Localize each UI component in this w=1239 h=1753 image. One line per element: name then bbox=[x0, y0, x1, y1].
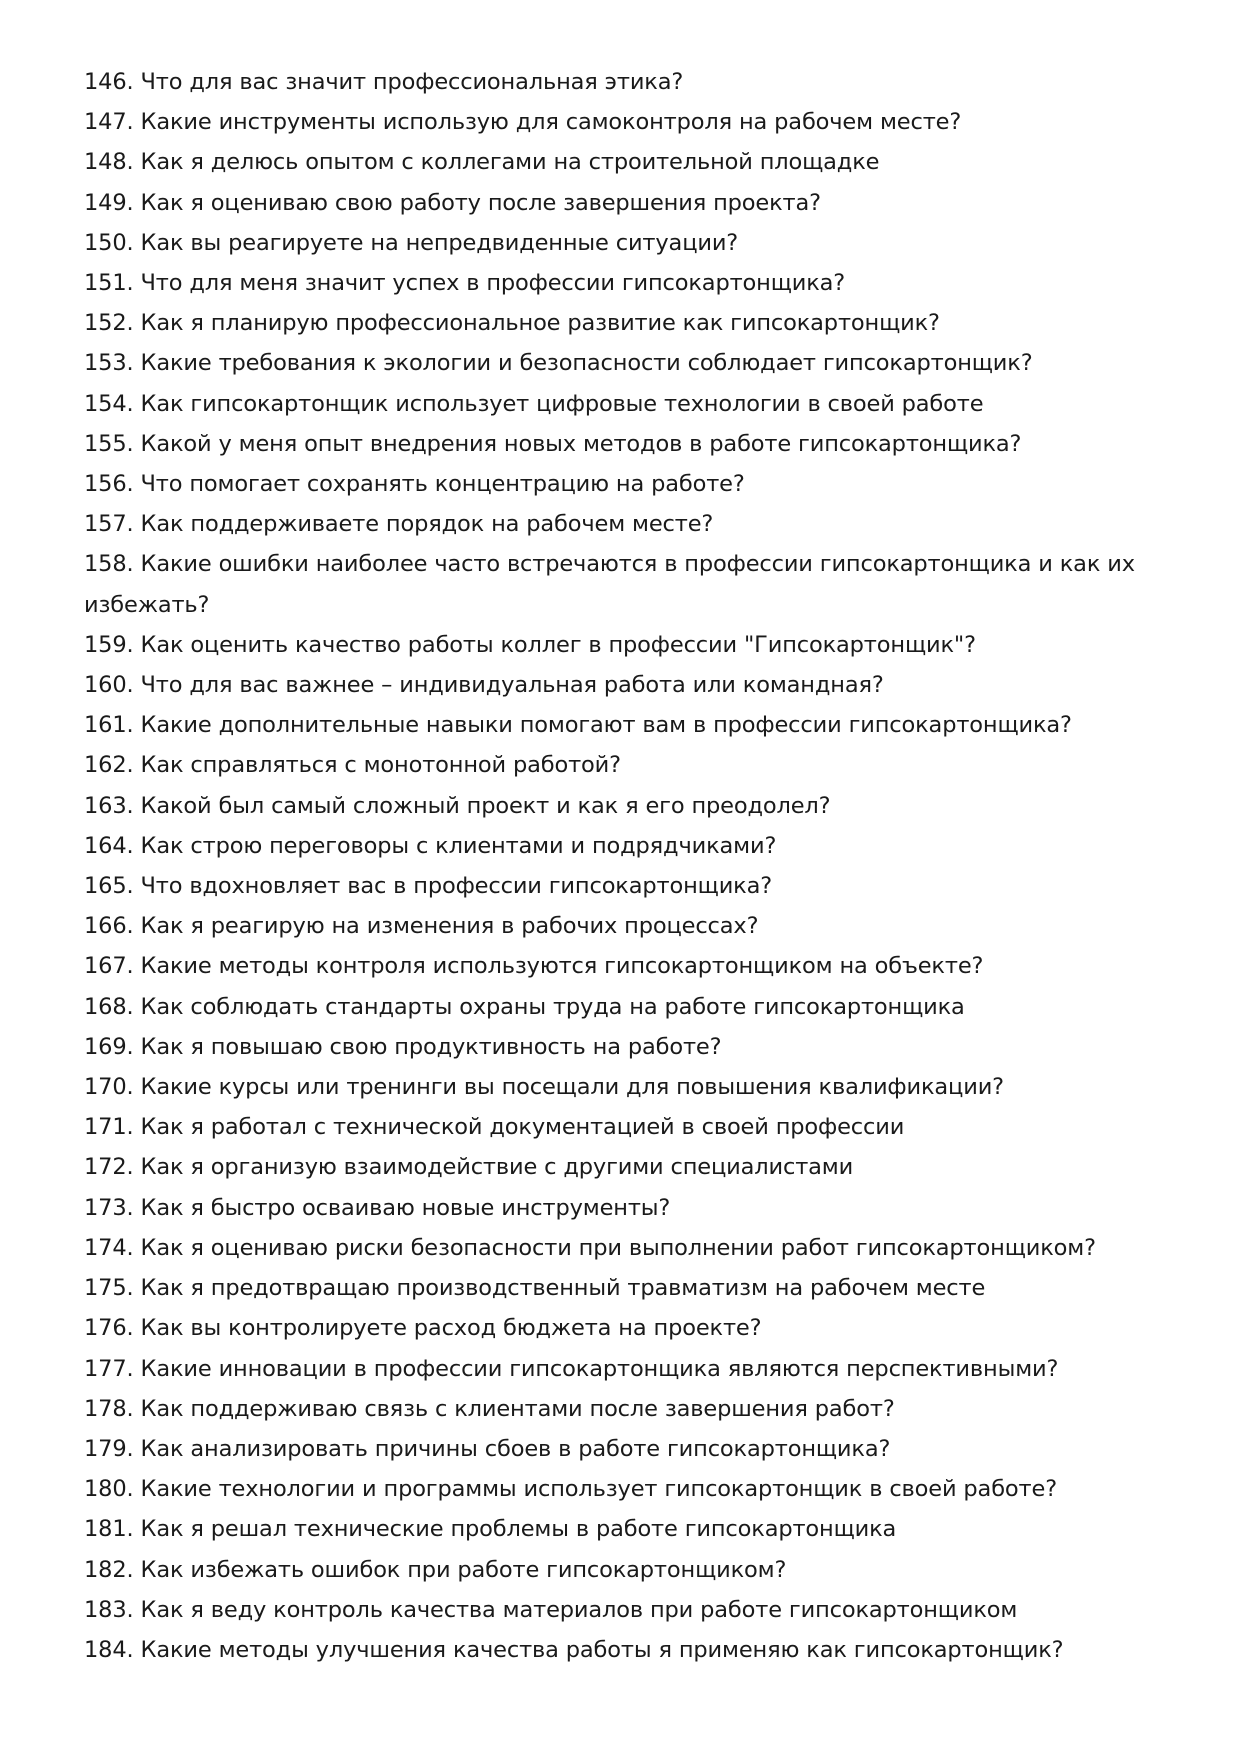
question-item: 151. Что для меня значит успех в профессии гипсокартонщика? bbox=[84, 270, 846, 297]
question-item: 147. Какие инструменты использую для самоконтроля на рабочем месте? bbox=[84, 109, 962, 136]
question-item: 165. Что вдохновляет вас в профессии гипсокартонщика? bbox=[84, 873, 773, 900]
question-item: 164. Как строю переговоры с клиентами и подрядчиками? bbox=[84, 832, 777, 859]
question-item: 155. Какой у меня опыт внедрения новых методов в работе гипсокартонщика? bbox=[84, 430, 1022, 457]
question-item: 160. Что для вас важнее – индивидуальная работа или командная? bbox=[84, 672, 884, 699]
question-item: 173. Как я быстро осваиваю новые инструменты? bbox=[84, 1194, 671, 1221]
question-item: 177. Какие инновации в профессии гипсокартонщика являются перспективными? bbox=[84, 1355, 1059, 1382]
question-item: 184. Какие методы улучшения качества работы я применяю как гипсокартонщик? bbox=[84, 1636, 1064, 1663]
question-list bbox=[84, 62, 1159, 1670]
question-item: 170. Какие курсы или тренинги вы посещали для повышения квалификации? bbox=[84, 1074, 1004, 1101]
question-item: 156. Что помогает сохранять концентрацию на работе? bbox=[84, 471, 745, 498]
question-item: 162. Как справляться с монотонной работой? bbox=[84, 752, 621, 779]
question-item: 171. Как я работал с технической документацией в своей профессии bbox=[84, 1114, 905, 1141]
question-item: 175. Как я предотвращаю производственный травматизм на рабочем месте bbox=[84, 1275, 986, 1302]
question-item: 169. Как я повышаю свою продуктивность на работе? bbox=[84, 1033, 722, 1060]
question-item: 158. Какие ошибки наиболее часто встречаются в профессии гипсокартонщика и как их избежать? bbox=[84, 551, 1135, 618]
question-item: 163. Какой был самый сложный проект и как я его преодолел? bbox=[84, 792, 831, 819]
question-item: 150. Как вы реагируете на непредвиденные ситуации? bbox=[84, 229, 739, 256]
question-item: 179. Как анализировать причины сбоев в работе гипсокартонщика? bbox=[84, 1435, 891, 1462]
question-item: 174. Как я оцениваю риски безопасности при выполнении работ гипсокартонщиком? bbox=[84, 1234, 1096, 1261]
question-item: 157. Как поддерживаете порядок на рабочем месте? bbox=[84, 511, 714, 538]
question-item: 153. Какие требования к экологии и безопасности соблюдает гипсокартонщик? bbox=[84, 350, 1033, 377]
question-item: 149. Как я оцениваю свою работу после завершения проекта? bbox=[84, 189, 821, 216]
question-item: 146. Что для вас значит профессиональная этика? bbox=[84, 69, 684, 95]
question-item: 167. Какие методы контроля используются гипсокартонщиком на объекте? bbox=[84, 953, 984, 980]
question-item: 172. Как я организую взаимодействие с другими специалистами bbox=[84, 1154, 854, 1181]
question-item: 168. Как соблюдать стандарты охраны труда на работе гипсокартонщика bbox=[84, 993, 965, 1020]
question-item: 161. Какие дополнительные навыки помогают вам в профессии гипсокартонщика? bbox=[84, 712, 1072, 739]
question-item: 181. Как я решал технические проблемы в работе гипсокартонщика bbox=[84, 1516, 897, 1543]
question-item: 166. Как я реагирую на изменения в рабочих процессах? bbox=[84, 913, 759, 940]
question-item: 154. Как гипсокартонщик использует цифровые технологии в своей работе bbox=[84, 390, 984, 417]
question-item: 178. Как поддерживаю связь с клиентами после завершения работ? bbox=[84, 1395, 895, 1422]
question-item: 180. Какие технологии и программы использует гипсокартонщик в своей работе? bbox=[84, 1476, 1057, 1503]
question-item: 159. Как оценить качество работы коллег в профессии "Гипсокартонщик"? bbox=[84, 631, 976, 658]
question-item: 183. Как я веду контроль качества материалов при работе гипсокартонщиком bbox=[84, 1596, 1018, 1623]
question-item: 176. Как вы контролируете расход бюджета на проекте? bbox=[84, 1315, 762, 1342]
question-item: 182. Как избежать ошибок при работе гипсокартонщиком? bbox=[84, 1556, 787, 1583]
question-item: 152. Как я планирую профессиональное развитие как гипсокартонщик? bbox=[84, 310, 940, 337]
question-item: 148. Как я делюсь опытом с коллегами на строительной площадке bbox=[84, 149, 880, 176]
